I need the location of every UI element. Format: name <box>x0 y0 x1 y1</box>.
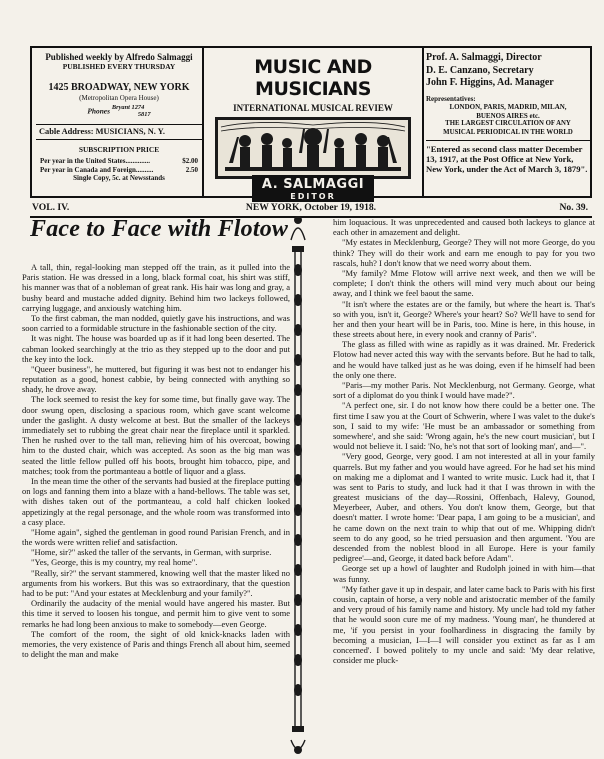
subscription-price-us-value: $2.00 <box>182 157 198 166</box>
article-paragraph: him loquacious. It was unprecedented and caused both lackeys to glance at each other in amazement and delight. <box>333 217 595 238</box>
subscription-price-us <box>36 157 202 165</box>
article-paragraph: "A perfect one, sir. I do not know how there could be a better one. The first time I saw you at the Court of Schwerin, where I was valet to the duke's son, I said to my wife: 'He must be an ambassador or something from somewhere', and she said: 'Wrong again, he's the new court musician', but I would not believe it. I said: 'No, he's not that sort of looking man', and—". <box>333 400 595 452</box>
article-paragraph: To the first cabman, the man nodded, quietly gave his instructions, and was soon carried to a formidable structure in the fashionable section of the city. <box>22 312 290 334</box>
cable-address: Cable Address: MUSICIANS, N. Y. <box>36 124 202 140</box>
article-paragraph: "Paris—my mother Paris. Not Mecklenburg, not Germany. George, what sort of a diplomat do you think I would have made?". <box>333 380 595 401</box>
subscription-heading: SUBSCRIPTION PRICE <box>78 144 160 154</box>
article-paragraph: "My family? Mme Flotow will arrive next week, and then we will be complete; I don't think the others will mind very much about our being away, and I think we feel baout the same. <box>333 267 595 299</box>
subscription-price-canada <box>36 166 202 174</box>
circulation-claim-line: THE LARGEST CIRCULATION OF ANY <box>445 120 571 128</box>
postal-entry-notice: "Entered as second class matter December 13, 1917, at the Post Office at New York, New York, under the Act of March 3, 1879". <box>426 144 588 175</box>
divider-bead <box>294 504 302 516</box>
divider-bead <box>294 294 302 306</box>
divider-bead <box>294 684 302 696</box>
volume-number: VOL. IV. <box>32 202 70 213</box>
article-paragraph: The comfort of the room, the sight of old knick-knacks laden with memories, the very existence of Paris and things French all about him, seemed to delight the man and make <box>22 628 290 660</box>
divider-bead <box>294 264 302 276</box>
divider-bead <box>294 474 302 486</box>
divider-bead <box>294 414 302 426</box>
publisher-line: Published weekly by Alfredo Salmaggi <box>45 52 193 62</box>
article-paragraph: George set up a howl of laughter and Rudolph joined in with him—that was funny. <box>333 563 595 584</box>
masthead-staff-block <box>426 52 590 194</box>
article-paragraph: "It isn't where the estates are or the family, but where the heart is. That's so with you, isn't it, George? Where's your heart? So? We'll have to send for her and then your heart will be in Paris, too. Mine is here, in this house, in these streets about here, in every nook and cranny of Paris". <box>333 298 595 340</box>
article-column-right <box>333 217 595 665</box>
circulation-claim-line: MUSICAL PERIODICAL IN THE WORLD <box>443 128 573 136</box>
editor-plate <box>252 175 374 202</box>
article-title: Face to Face with Flotow <box>30 216 289 242</box>
masthead <box>30 46 592 201</box>
representatives-cities-more: BUENOS AIRES etc. <box>476 111 540 120</box>
orchestra-engraving <box>215 117 411 179</box>
phones-label: Phones <box>87 106 110 116</box>
divider-bead <box>294 324 302 336</box>
article-paragraph: A tall, thin, regal-looking man stepped off the train, as it pulled into the Paris station. He was dressed in a long, black formal coat, his shirt was stiff, his manner was that of a nobleman of great rank. His hair was long and gray, a bushy beard and mustache added dignity. Behind him two lackeys followed, carrying luggage, and anxiously watching him. <box>22 262 290 313</box>
subscription-price-canada-value: 2.50 <box>185 165 198 174</box>
article-paragraph: Ordinarily the audacity of the menial would have angered his master. But this time it served to loosen his tongue, and permit him to give vent to some remarks he had long been anxious to make to somebody—even George. <box>22 598 290 629</box>
circulation-claim <box>426 120 590 141</box>
representatives-cities: LONDON, PARIS, MADRID, MILAN, <box>449 102 567 111</box>
article-paragraph: It was night. The house was boarded up as if it had long been deserted. The cabman looked searchingly at the trio as they stepped up to the door and put the key into the lock. <box>22 333 290 364</box>
phone-numbers <box>36 105 202 118</box>
representatives-label: Representatives: <box>426 94 476 103</box>
divider-bead <box>294 594 302 606</box>
subscription-price-canada-label: Per year in Canada and Foreign.......... <box>40 165 154 174</box>
divider-bead <box>294 354 302 366</box>
divider-bead <box>294 564 302 576</box>
office-address: 1425 BROADWAY, NEW YORK <box>48 81 190 93</box>
divider-bead <box>294 654 302 666</box>
editor-label: EDITOR <box>290 192 336 201</box>
divider-bead <box>294 624 302 636</box>
publication-title: MUSIC AND MUSICIANS <box>254 56 372 100</box>
divider-bead <box>294 444 302 456</box>
article-paragraph: "Home again", sighed the gentleman in good round Parisian French, and in the words were written relief and satisfaction. <box>22 526 290 548</box>
article-paragraph: "My father gave it up in despair, and later came back to Paris with his first cousin, captain of horse, a very noble and aristocratic member of the family and very proud of his family name and history. My uncle had told my father that he would soon cure me of my madness. 'Young man', he thundered at me, 'if you persist in your foolhardiness in disgracing the family by becoming a musician, I—I—I will consider you extinct as far as I am concerned'. I bowed politely to my uncle and said: 'My dear relative, consider me pluck- <box>333 583 595 666</box>
office-address-note: (Metropolitan Opera House) <box>79 93 159 102</box>
staff-director: Prof. A. Salmaggi, Director <box>426 52 542 63</box>
publication-subtitle: INTERNATIONAL MUSICAL REVIEW <box>233 103 393 113</box>
divider-bead <box>294 534 302 546</box>
subscription-price-us-label: Per year in the United States.............. <box>40 157 150 166</box>
editor-name: A. SALMAGGI <box>261 177 365 192</box>
divider-bead <box>294 384 302 396</box>
article-paragraph: "Really, sir?" the servant stammered, knowing well that the master liked no arguments from his workers. But this was so extraordinary, that the question had to be put: "And your estates at Mecklenburg and your family?". <box>22 567 290 598</box>
article-paragraph: "Very good, George, very good. I am not interested at all in your family quarrels. But my father and you would have agreed. For he had set his mind on making me a diplomat and I wanted to write music. Luck had it, that I was sent to Paris to study, and luck had it that I was thrown in with the greatest musicians of the day—Rossini, Offenbach, Halevy, Gounod, Meyerbeer, Auber, and others. You don't know them, George, but that doesn't matter. I wrote home: 'Dear papa, I am going to be a musician', and he came down on the next train to whip that out of me. Whipping didn't seem to do any good, so he tried persuasion and then argument. 'You are descended from the noblest blood in all Europe. Here is your family pedigree'—and, George, it dated back before Adam". <box>333 451 595 564</box>
article-paragraph: In the mean time the other of the servants had busied at the fireplace putting on logs and fanning them into a blaze with a hand-bellows. The table was set, with dishes taken out of the portmanteau, a cold half chicken looked appetizingly at the regal personage, and the whole room was transformed into a casy place. <box>22 475 290 527</box>
phone-number-list <box>112 105 151 118</box>
article-column-left <box>22 262 290 659</box>
masthead-title-block <box>202 48 424 201</box>
ornamental-column-divider <box>281 210 315 759</box>
single-copy-price: Single Copy, 5c. at Newsstands <box>73 174 165 183</box>
issue-date: NEW YORK, October 19, 1918. <box>245 202 377 213</box>
article-paragraph: "My estates in Mecklenburg, George? They will not more George, do you think? They will do their work and earn me enough to pay for you two rascals, huh? I don't know that we need worry about them. <box>333 237 595 268</box>
article-paragraph: "Queer business", he muttered, but figuring it was best not to endanger his reputation as a good, honest cabbie, by being connected with anything so shady, he drove away. <box>22 363 290 395</box>
staff-secretary: D. E. Canzano, Secretary <box>426 64 534 76</box>
phone-number: 5817 <box>137 110 151 118</box>
phone-number: Bryant 1274 <box>111 104 145 112</box>
masthead-publisher-block <box>36 52 202 194</box>
article-paragraph: The glass as filled with wine as rapidly as it was drained. Mr. Frederick Flotow had never acted this way with the servants before. But he had to talk, and he would have talked just as he was doing, even if he himself had been the only one there. <box>333 339 595 380</box>
article-paragraph: "Yes, George, this is my country, my real home". <box>31 557 198 568</box>
staff-ad-manager: John F. Higgins, Ad. Manager <box>426 77 554 88</box>
publication-frequency: PUBLISHED EVERY THURSDAY <box>62 61 176 71</box>
article-paragraph: "Home, sir?" asked the taller of the servants, in German, with surprise. <box>31 547 272 558</box>
issue-number: No. 39. <box>559 202 588 213</box>
article-paragraph: The lock seemed to resist the key for some time, but finally gave way. The door swung open, disclosing a spacious room, which gave scant welcome under the gaslight. A dusty welcome at best. But the smaller of the lackeys immediately set to rubbing the great chair near the fireplace until it sparkled. Then he rushed over to the tall man, relieving him of his overcoat, bowing him to the dusted chair, which was accepted. As soon as the big man was seated the little fellow pulled off his boots, brought him tobacco, pipe, and matches; took from the portmanteau a bottle of liquor and a glass. <box>22 394 290 476</box>
